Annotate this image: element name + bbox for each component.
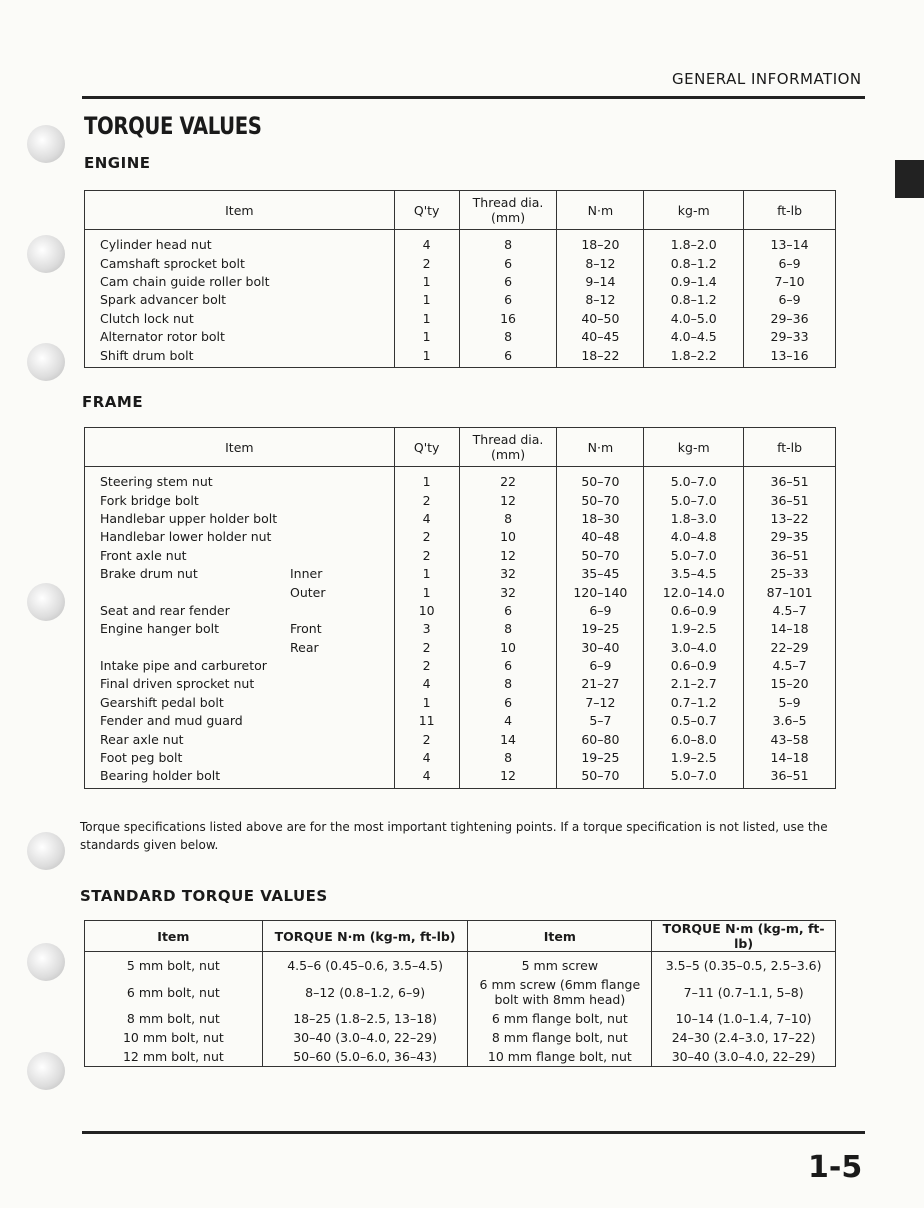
item-cell <box>85 639 395 657</box>
qty-cell: 2 <box>394 254 459 272</box>
nm-cell: 40–50 <box>557 310 644 328</box>
dia-cell: 12 <box>459 547 557 565</box>
ftlb-cell: 4.5–7 <box>744 657 836 675</box>
table-row <box>85 491 836 509</box>
table-row <box>85 1009 836 1028</box>
item-name: Intake pipe and carburetor <box>100 658 267 674</box>
item-name: Fender and mud guard <box>100 713 243 729</box>
item-position: Outer <box>290 584 326 600</box>
binder-hole <box>27 583 65 621</box>
ftlb-cell: 22–29 <box>744 639 836 657</box>
qty-cell: 2 <box>394 491 459 509</box>
qty-cell: 4 <box>394 749 459 767</box>
qty-cell: 2 <box>394 657 459 675</box>
qty-cell: 1 <box>394 273 459 291</box>
item-name: Alternator rotor bolt <box>100 329 225 345</box>
item-cell: 6 mm flange bolt, nut <box>468 1009 652 1028</box>
torque-cell: 30–40 (3.0–4.0, 22–29) <box>652 1047 836 1067</box>
dia-cell: 8 <box>459 510 557 528</box>
qty-cell: 3 <box>394 620 459 638</box>
table-row <box>85 749 836 767</box>
table-row <box>85 694 836 712</box>
item-cell: 10 mm flange bolt, nut <box>468 1047 652 1067</box>
nm-cell: 50–70 <box>557 491 644 509</box>
item-position: Inner <box>290 566 323 582</box>
col-item: Item <box>85 428 395 467</box>
table-row <box>85 1028 836 1047</box>
item-cell: 10 mm bolt, nut <box>85 1028 263 1047</box>
frame-heading: FRAME <box>82 393 144 411</box>
ftlb-cell: 14–18 <box>744 749 836 767</box>
table-row <box>85 510 836 528</box>
item-cell: 6 mm bolt, nut <box>85 975 263 1009</box>
nm-cell: 19–25 <box>557 620 644 638</box>
item-cell <box>85 767 395 788</box>
nm-cell: 8–12 <box>557 291 644 309</box>
running-header: GENERAL INFORMATION <box>672 70 862 88</box>
item-cell: 8 mm bolt, nut <box>85 1009 263 1028</box>
item-name: Spark advancer bolt <box>100 292 227 308</box>
ftlb-cell: 3.6–5 <box>744 712 836 730</box>
col-thread-dia: Thread dia. (mm) <box>459 191 557 230</box>
page-number: 1-5 <box>808 1150 863 1185</box>
dia-cell: 6 <box>459 291 557 309</box>
col-nm: N·m <box>557 428 644 467</box>
dia-cell: 8 <box>459 328 557 346</box>
item-name: Camshaft sprocket bolt <box>100 255 245 271</box>
torque-cell: 30–40 (3.0–4.0, 22–29) <box>262 1028 468 1047</box>
item-name: Final driven sprocket nut <box>100 676 255 692</box>
col-ftlb: ft-lb <box>744 428 836 467</box>
nm-cell: 18–22 <box>557 346 644 367</box>
item-name: Rear axle nut <box>100 731 184 747</box>
col-kgm: kg-m <box>644 428 744 467</box>
qty-cell: 1 <box>394 467 459 492</box>
dia-cell: 8 <box>459 620 557 638</box>
item-cell <box>85 620 395 638</box>
dia-cell: 6 <box>459 694 557 712</box>
col-ftlb: ft-lb <box>744 191 836 230</box>
qty-cell: 1 <box>394 694 459 712</box>
table-row <box>85 620 836 638</box>
page-title: TORQUE VALUES <box>84 112 262 140</box>
dia-cell: 12 <box>459 491 557 509</box>
kgm-cell: 3.0–4.0 <box>644 639 744 657</box>
item-cell <box>85 565 395 583</box>
dia-cell: 6 <box>459 657 557 675</box>
item-cell <box>85 602 395 620</box>
section-tab-marker <box>895 160 924 198</box>
top-rule <box>82 96 865 99</box>
item-name: Handlebar lower holder nut <box>100 529 272 545</box>
qty-cell: 4 <box>394 767 459 788</box>
dia-cell: 14 <box>459 730 557 748</box>
table-row <box>85 310 836 328</box>
item-name: Clutch lock nut <box>100 310 194 326</box>
ftlb-cell: 13–14 <box>744 230 836 255</box>
item-cell: 6 mm screw (6mm flange bolt with 8mm head) <box>468 975 652 1009</box>
item-cell <box>85 254 395 272</box>
torque-cell: 3.5–5 (0.35–0.5, 2.5–3.6) <box>652 952 836 976</box>
dia-cell: 10 <box>459 528 557 546</box>
nm-cell: 50–70 <box>557 767 644 788</box>
kgm-cell: 1.8–2.0 <box>644 230 744 255</box>
col-torque: TORQUE N·m (kg-m, ft-lb) <box>262 921 468 952</box>
torque-cell: 7–11 (0.7–1.1, 5–8) <box>652 975 836 1009</box>
qty-cell: 1 <box>394 328 459 346</box>
item-name: Fork bridge bolt <box>100 492 199 508</box>
ftlb-cell: 87–101 <box>744 583 836 601</box>
item-name: Gearshift pedal bolt <box>100 694 224 710</box>
ftlb-cell: 14–18 <box>744 620 836 638</box>
ftlb-cell: 36–51 <box>744 467 836 492</box>
table-row <box>85 328 836 346</box>
ftlb-cell: 15–20 <box>744 675 836 693</box>
item-position: Rear <box>290 639 319 655</box>
dia-cell: 16 <box>459 310 557 328</box>
qty-cell: 2 <box>394 547 459 565</box>
kgm-cell: 1.9–2.5 <box>644 749 744 767</box>
item-cell <box>85 328 395 346</box>
nm-cell: 50–70 <box>557 467 644 492</box>
kgm-cell: 4.0–4.8 <box>644 528 744 546</box>
dia-cell: 6 <box>459 602 557 620</box>
torque-cell: 50–60 (5.0–6.0, 36–43) <box>262 1047 468 1067</box>
col-item: Item <box>85 921 263 952</box>
qty-cell: 1 <box>394 565 459 583</box>
ftlb-cell: 5–9 <box>744 694 836 712</box>
kgm-cell: 1.8–3.0 <box>644 510 744 528</box>
kgm-cell: 0.8–1.2 <box>644 291 744 309</box>
table-row <box>85 730 836 748</box>
item-name: Handlebar upper holder bolt <box>100 510 278 526</box>
item-cell: 5 mm screw <box>468 952 652 976</box>
item-cell <box>85 547 395 565</box>
item-name: Seat and rear fender <box>100 602 230 618</box>
torque-cell: 10–14 (1.0–1.4, 7–10) <box>652 1009 836 1028</box>
kgm-cell: 4.0–4.5 <box>644 328 744 346</box>
ftlb-cell: 13–16 <box>744 346 836 367</box>
qty-cell: 2 <box>394 730 459 748</box>
item-name: Shift drum bolt <box>100 347 194 363</box>
col-torque: TORQUE N·m (kg-m, ft-lb) <box>652 921 836 952</box>
qty-cell: 1 <box>394 291 459 309</box>
kgm-cell: 0.6–0.9 <box>644 602 744 620</box>
table-row <box>85 254 836 272</box>
qty-cell: 2 <box>394 639 459 657</box>
nm-cell: 6–9 <box>557 602 644 620</box>
item-cell: 8 mm flange bolt, nut <box>468 1028 652 1047</box>
table-row <box>85 273 836 291</box>
dia-cell: 8 <box>459 675 557 693</box>
kgm-cell: 12.0–14.0 <box>644 583 744 601</box>
binder-hole <box>27 832 65 870</box>
item-cell: 5 mm bolt, nut <box>85 952 263 976</box>
kgm-cell: 5.0–7.0 <box>644 767 744 788</box>
kgm-cell: 5.0–7.0 <box>644 467 744 492</box>
item-cell <box>85 694 395 712</box>
ftlb-cell: 36–51 <box>744 491 836 509</box>
ftlb-cell: 36–51 <box>744 767 836 788</box>
col-item: Item <box>85 191 395 230</box>
dia-cell: 6 <box>459 254 557 272</box>
table-row <box>85 675 836 693</box>
item-cell <box>85 749 395 767</box>
ftlb-cell: 43–58 <box>744 730 836 748</box>
qty-cell: 1 <box>394 346 459 367</box>
table-row <box>85 712 836 730</box>
binder-hole <box>27 125 65 163</box>
torque-cell: 8–12 (0.8–1.2, 6–9) <box>262 975 468 1009</box>
ftlb-cell: 29–36 <box>744 310 836 328</box>
qty-cell: 1 <box>394 583 459 601</box>
kgm-cell: 2.1–2.7 <box>644 675 744 693</box>
nm-cell: 18–30 <box>557 510 644 528</box>
dia-cell: 12 <box>459 767 557 788</box>
table-row <box>85 602 836 620</box>
item-cell <box>85 583 395 601</box>
nm-cell: 8–12 <box>557 254 644 272</box>
item-cell <box>85 675 395 693</box>
torque-note: Torque specifications listed above are for the most important tightening points. If a torque specification is not listed, use the standards given below. <box>80 820 828 852</box>
qty-cell: 4 <box>394 675 459 693</box>
col-item: Item <box>468 921 652 952</box>
nm-cell: 5–7 <box>557 712 644 730</box>
nm-cell: 21–27 <box>557 675 644 693</box>
item-position: Front <box>290 621 322 637</box>
item-name: Brake drum nut <box>100 566 198 582</box>
binder-hole <box>27 1052 65 1090</box>
kgm-cell: 0.6–0.9 <box>644 657 744 675</box>
qty-cell: 4 <box>394 230 459 255</box>
item-cell <box>85 291 395 309</box>
nm-cell: 19–25 <box>557 749 644 767</box>
kgm-cell: 0.5–0.7 <box>644 712 744 730</box>
item-cell: 12 mm bolt, nut <box>85 1047 263 1067</box>
ftlb-cell: 29–35 <box>744 528 836 546</box>
ftlb-cell: 36–51 <box>744 547 836 565</box>
dia-cell: 6 <box>459 346 557 367</box>
item-cell <box>85 712 395 730</box>
item-name: Foot peg bolt <box>100 750 183 766</box>
item-name: Steering stem nut <box>100 474 213 490</box>
qty-cell: 10 <box>394 602 459 620</box>
table-row <box>85 1047 836 1067</box>
table-row <box>85 565 836 583</box>
item-cell <box>85 730 395 748</box>
table-row <box>85 346 836 367</box>
binder-hole <box>27 235 65 273</box>
dia-cell: 10 <box>459 639 557 657</box>
item-name: Engine hanger bolt <box>100 621 220 637</box>
kgm-cell: 6.0–8.0 <box>644 730 744 748</box>
kgm-cell: 5.0–7.0 <box>644 547 744 565</box>
torque-cell: 4.5–6 (0.45–0.6, 3.5–4.5) <box>262 952 468 976</box>
item-cell <box>85 273 395 291</box>
ftlb-cell: 6–9 <box>744 291 836 309</box>
nm-cell: 40–45 <box>557 328 644 346</box>
table-row <box>85 767 836 788</box>
nm-cell: 30–40 <box>557 639 644 657</box>
binder-hole <box>27 343 65 381</box>
kgm-cell: 3.5–4.5 <box>644 565 744 583</box>
item-name: Cylinder head nut <box>100 237 212 253</box>
nm-cell: 35–45 <box>557 565 644 583</box>
table-row <box>85 975 836 1009</box>
ftlb-cell: 4.5–7 <box>744 602 836 620</box>
nm-cell: 40–48 <box>557 528 644 546</box>
table-row <box>85 291 836 309</box>
standard-torque-table <box>84 920 836 1067</box>
item-cell <box>85 657 395 675</box>
engine-torque-table <box>84 190 836 368</box>
kgm-cell: 1.8–2.2 <box>644 346 744 367</box>
qty-cell: 11 <box>394 712 459 730</box>
qty-cell: 4 <box>394 510 459 528</box>
qty-cell: 1 <box>394 310 459 328</box>
item-cell <box>85 467 395 492</box>
frame-torque-table <box>84 427 836 789</box>
qty-cell: 2 <box>394 528 459 546</box>
kgm-cell: 0.8–1.2 <box>644 254 744 272</box>
table-row <box>85 547 836 565</box>
item-name: Front axle nut <box>100 547 187 563</box>
item-cell <box>85 346 395 367</box>
nm-cell: 9–14 <box>557 273 644 291</box>
col-qty: Q'ty <box>394 191 459 230</box>
ftlb-cell: 7–10 <box>744 273 836 291</box>
table-row <box>85 528 836 546</box>
nm-cell: 18–20 <box>557 230 644 255</box>
col-qty: Q'ty <box>394 428 459 467</box>
kgm-cell: 4.0–5.0 <box>644 310 744 328</box>
torque-cell: 24–30 (2.4–3.0, 17–22) <box>652 1028 836 1047</box>
item-cell <box>85 230 395 255</box>
col-thread-dia: Thread dia. (mm) <box>459 428 557 467</box>
nm-cell: 60–80 <box>557 730 644 748</box>
kgm-cell: 5.0–7.0 <box>644 491 744 509</box>
table-row <box>85 952 836 976</box>
item-cell <box>85 528 395 546</box>
ftlb-cell: 13–22 <box>744 510 836 528</box>
dia-cell: 8 <box>459 230 557 255</box>
nm-cell: 6–9 <box>557 657 644 675</box>
standard-heading: STANDARD TORQUE VALUES <box>80 887 328 905</box>
nm-cell: 7–12 <box>557 694 644 712</box>
item-name: Bearing holder bolt <box>100 768 221 784</box>
item-cell <box>85 491 395 509</box>
kgm-cell: 1.9–2.5 <box>644 620 744 638</box>
col-nm: N·m <box>557 191 644 230</box>
col-kgm: kg-m <box>644 191 744 230</box>
item-cell <box>85 510 395 528</box>
table-row <box>85 583 836 601</box>
binder-hole <box>27 943 65 981</box>
table-row <box>85 657 836 675</box>
kgm-cell: 0.7–1.2 <box>644 694 744 712</box>
nm-cell: 120–140 <box>557 583 644 601</box>
engine-heading: ENGINE <box>84 154 151 172</box>
item-name: Cam chain guide roller bolt <box>100 273 270 289</box>
dia-cell: 32 <box>459 583 557 601</box>
dia-cell: 32 <box>459 565 557 583</box>
item-cell <box>85 310 395 328</box>
dia-cell: 4 <box>459 712 557 730</box>
table-row <box>85 230 836 255</box>
table-row <box>85 639 836 657</box>
ftlb-cell: 6–9 <box>744 254 836 272</box>
nm-cell: 50–70 <box>557 547 644 565</box>
kgm-cell: 0.9–1.4 <box>644 273 744 291</box>
table-row <box>85 467 836 492</box>
torque-cell: 18–25 (1.8–2.5, 13–18) <box>262 1009 468 1028</box>
dia-cell: 8 <box>459 749 557 767</box>
dia-cell: 6 <box>459 273 557 291</box>
ftlb-cell: 29–33 <box>744 328 836 346</box>
ftlb-cell: 25–33 <box>744 565 836 583</box>
dia-cell: 22 <box>459 467 557 492</box>
bottom-rule <box>82 1131 865 1134</box>
